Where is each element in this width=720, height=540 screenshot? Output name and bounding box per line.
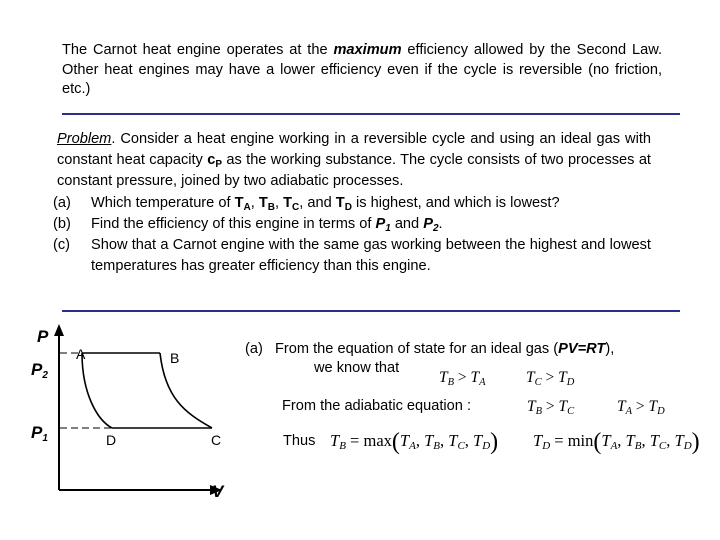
p1-label: $P_1$: [31, 423, 48, 444]
ideal-gas-law: PV=RT: [558, 341, 606, 357]
problem-statement: [53, 129, 651, 277]
cp-symbol: $c_P$: [207, 152, 222, 171]
bottom-divider: [62, 310, 680, 312]
point-d-label: D: [106, 432, 117, 448]
td-min-equation: $T_D = \min(T_A$, $T_B$, $T_C$, $T_D$): [533, 429, 700, 455]
tb-max-equation: $T_B = \max(T_A$, $T_B$, $T_C$, $T_D$): [330, 429, 499, 455]
problem-intro: Problem. Consider a heat engine working in a reversible cycle and using an ideal gas with constant heat capacity $c_P$ as the working substance. The cycle consists of two processes at constant pressure, joined by two adiabatic processes.: [57, 131, 651, 190]
ineq-tc-td: $T_C > T_D$: [526, 369, 575, 388]
p-axis-arrow: [54, 324, 64, 336]
v-axis-label: V: [212, 482, 224, 501]
top-divider: [62, 113, 680, 115]
adiabat-bc: [160, 353, 212, 428]
point-b-label: B: [170, 350, 180, 366]
problem-item-c: (c) Show that a Carnot engine with the same gas working between the highest and lowest temperatures has greater efficiency than this engine.: [53, 237, 651, 275]
intro-text: The Carnot heat engine operates at the maximum efficiency allowed by the Second Law. Other heat engines may have a lower efficiency even if the cycle is reversible (no friction, etc.): [62, 42, 662, 97]
adiabat-ad: [82, 353, 112, 428]
thus-label: Thus: [283, 433, 316, 449]
point-c-label: C: [211, 432, 222, 448]
ineq-tb-tc: $T_B > T_C$: [527, 398, 575, 417]
solution-line-2: we know that: [314, 360, 400, 376]
solution-line-1: (a) From the equation of state for an ideal gas (PV=RT),: [245, 341, 615, 357]
ineq-ta-td: $T_A > T_D$: [617, 398, 665, 417]
adiabatic-text: From the adiabatic equation :: [282, 398, 472, 414]
problem-title: Problem: [57, 131, 112, 147]
problem-item-b: (b) Find the efficiency of this engine in terms of $P_1$ and $P_2$.: [53, 215, 443, 234]
ineq-tb-ta: $T_B > T_A$: [439, 369, 486, 388]
point-a-label: A: [76, 346, 86, 362]
p-axis-label: P: [37, 327, 49, 346]
problem-item-a: (a) Which temperature of $T_A$, $T_B$, $T_C$, and $T_D$ is highest, and which is lowest?: [53, 194, 560, 213]
p2-label: $P_2$: [31, 360, 48, 381]
intro-emphasis: maximum: [333, 42, 402, 58]
